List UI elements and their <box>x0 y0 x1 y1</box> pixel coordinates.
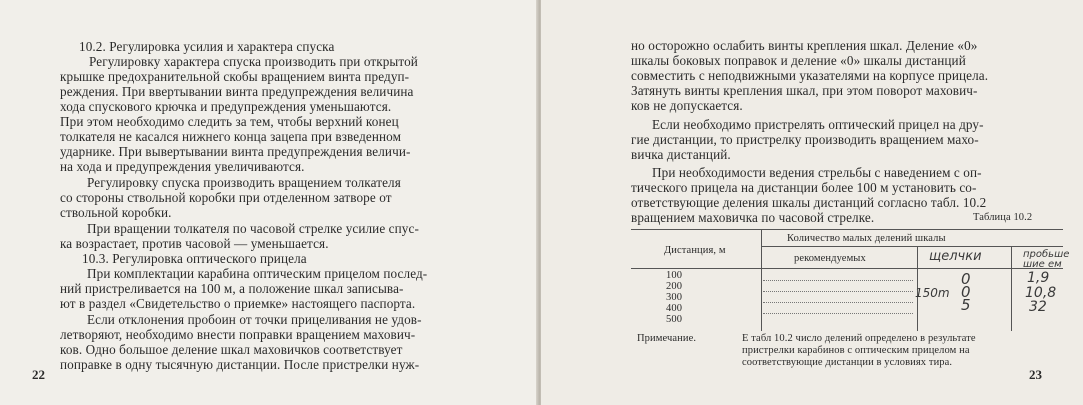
handwritten-header-clicks: щелчки <box>929 249 982 264</box>
text-line: Регулировку характера спуска производить при открытой <box>89 54 418 69</box>
text-line: гие дистанции, то пристрелку производить вращением махо- <box>631 132 979 147</box>
section-heading-10-2: 10.2. Регулировка усилия и характера спуска <box>79 39 335 54</box>
text-line: совместить с неподвижными указателями на корпусе прицела. <box>631 68 989 83</box>
note-line: пристрелки карабинов с оптическим прицелом на <box>742 345 970 356</box>
text-line: Затянуть винты крепления шкал, при этом поворот махович- <box>631 83 978 98</box>
handwritten-prefix: 150m <box>915 286 950 300</box>
handwritten-value: 10,8 <box>1025 285 1057 301</box>
text-line: ка возрастает, против часовой — уменьшается. <box>60 236 329 251</box>
text-line: При необходимости ведения стрельбы с наведением с оп- <box>652 165 982 180</box>
handwritten-header-b: пробьше шие ем <box>1023 249 1070 270</box>
text-line: шкалы боковых поправок и деление «0» шкалы дистанций <box>631 53 966 68</box>
right-page <box>541 0 1083 405</box>
table-row-distance: 400 <box>666 303 683 314</box>
note-line: Е табл 10.2 число делений определено в результате <box>742 333 976 344</box>
table-row-distance: 300 <box>666 292 683 303</box>
text-line: толкателя не касался нижнего конца зацепа при взведенном <box>60 129 402 144</box>
note-line: соответствующие дистанции в условиях тира. <box>742 357 953 368</box>
text-line: реждения. При ввертывании винта предупреждения величина <box>60 84 414 99</box>
handwritten-value: 0 <box>961 270 971 288</box>
table-caption: Таблица 10.2 <box>973 212 1033 223</box>
text-line: При вращении толкателя по часовой стрелке усилие спус- <box>87 221 419 236</box>
text-line: но осторожно ослабить винты крепления шкал. Деление «0» <box>631 38 978 53</box>
table-subheader-recommended: рекомендуемых <box>794 253 866 264</box>
note-label: Примечание. <box>637 333 697 344</box>
text-line: Регулировку спуска производить вращением толкателя <box>87 175 401 190</box>
text-line: ков не допускается. <box>631 98 743 113</box>
text-line: ствольной коробки. <box>60 205 172 220</box>
handwritten-value: 0 <box>961 283 971 301</box>
text-line: поправке в одну тысячную дистанции. После пристрелки нуж- <box>60 357 420 372</box>
handwritten-value: 32 <box>1029 299 1047 315</box>
table-header-distance: Дистанция, м <box>664 245 726 256</box>
text-line: ют в раздел «Свидетельство о приемке» настоящего паспорта. <box>60 296 416 311</box>
text-line: При комплектации карабина оптическим прицелом послед- <box>87 266 428 281</box>
text-line: тического прицела на дистанции более 100 м установить со- <box>631 180 977 195</box>
text-line: вращением маховичка по часовой стрелке. <box>631 210 875 225</box>
text-line: на хода и предупреждения увеличиваются. <box>60 159 305 174</box>
handwritten-value: 1,9 <box>1027 270 1050 286</box>
text-line: ответствующие деления шкалы дистанций согласно табл. 10.2 <box>631 195 987 210</box>
table-header-group: Количество малых делений шкалы <box>787 233 946 244</box>
text-line: со стороны ствольной коробки при отделенном затворе от <box>60 190 392 205</box>
text-line: При этом необходимо следить за тем, чтобы верхний конец <box>60 114 399 129</box>
left-page <box>0 0 538 405</box>
text-line: ний пристреливается на 100 м, а положение шкал записыва- <box>60 281 404 296</box>
text-line: ударнике. При вывертывании винта предупреждения величи- <box>60 144 411 159</box>
text-line: ков. Одно большое деление шкал маховичков соответствует <box>60 342 403 357</box>
text-line: летворяют, необходимо внести поправки вращением махович- <box>60 327 416 342</box>
text-line: крышке предохранительной скобы вращением винта предуп- <box>60 69 410 84</box>
text-line: хода спускового крючка и предупреждения уменьшаются. <box>60 99 392 114</box>
table-row-distance: 200 <box>666 281 683 292</box>
text-line: Если отклонения пробоин от точки прицеливания не удов- <box>87 312 422 327</box>
page-number: 22 <box>32 367 45 382</box>
page-number: 23 <box>1029 367 1042 382</box>
section-heading-10-3: 10.3. Регулировка оптического прицела <box>82 251 307 266</box>
handwritten-value: 5 <box>961 296 971 314</box>
table-row-distance: 100 <box>666 270 683 281</box>
text-line: Если необходимо пристрелять оптический прицел на дру- <box>652 117 984 132</box>
text-line: вичка дистанций. <box>631 147 731 162</box>
table-row-distance: 500 <box>666 314 683 325</box>
